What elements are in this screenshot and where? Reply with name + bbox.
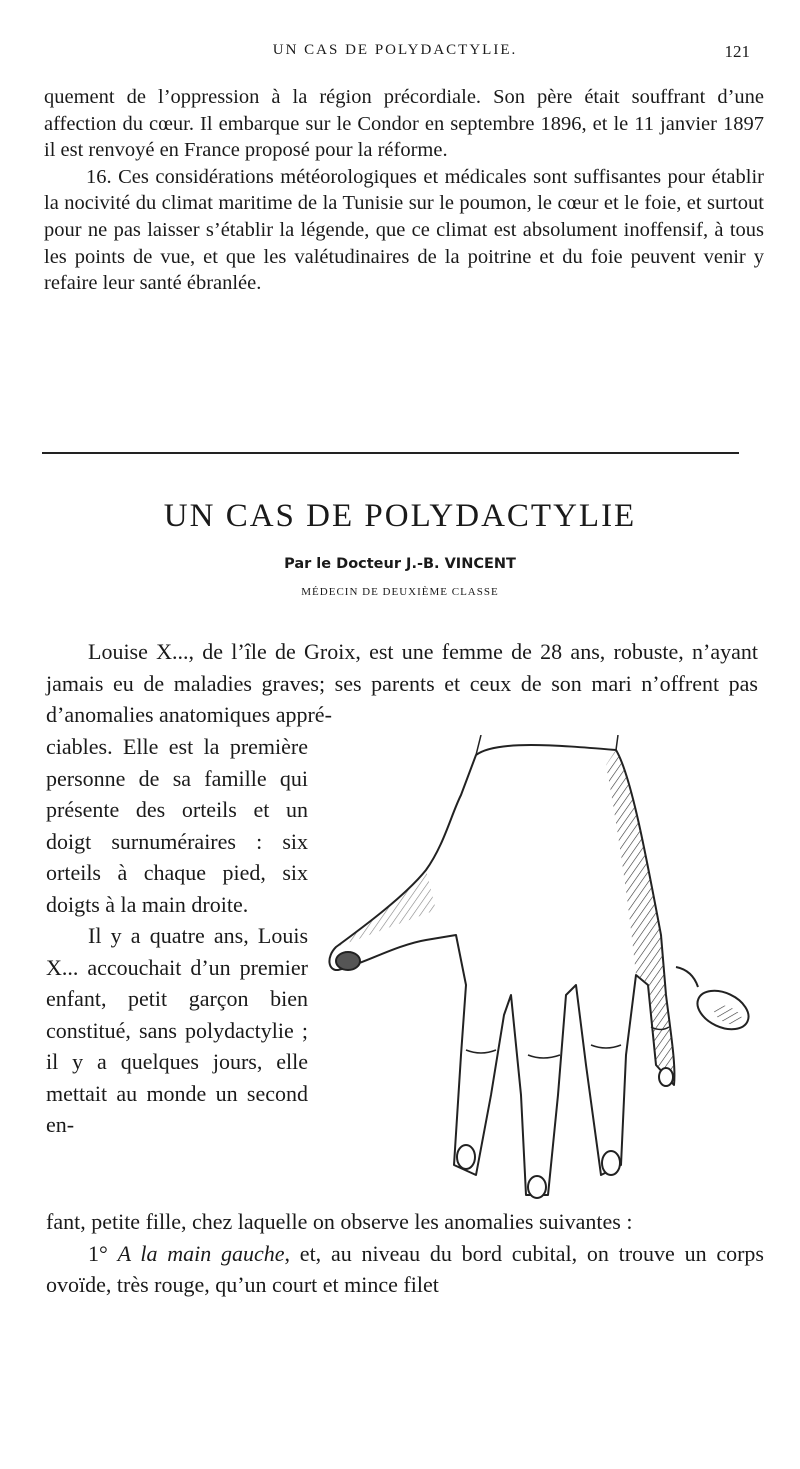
article-title: UN CAS DE POLYDACTYLIE xyxy=(163,498,637,534)
running-head xyxy=(40,42,750,72)
item-number: 1° xyxy=(88,1240,108,1266)
wrapped-text-column xyxy=(46,731,308,1141)
hand-with-supernumerary-finger-icon xyxy=(329,735,754,1198)
page-number: 121 xyxy=(724,42,750,61)
wrap-paragraph-2: Il y a quatre ans, Louis X... accouchait d’un premier enfant, petit garçon bien constitué, sans polydactylie ; il y a quelques jours, elle mettait au monde un second en- xyxy=(46,923,308,1137)
article-intro xyxy=(46,636,758,731)
byline xyxy=(0,556,800,572)
intro-paragraph: Louise X..., de l’île de Groix, est une femme de 28 ans, robuste, n’ayant jamais eu de maladies graves; ses parents et ceux de son mari n’offrent pas d’anomalies anatomiques appré- xyxy=(46,639,758,727)
section-divider xyxy=(42,452,739,454)
item-text: , et, au niveau du bord cubital, on trouve un corps ovoïde, très rouge, qu’un court et mince filet xyxy=(46,1240,764,1297)
item-italic-heading: A la main gauche xyxy=(117,1240,285,1266)
hand-illustration xyxy=(326,735,756,1205)
byline-prefix: Par le Docteur xyxy=(284,556,401,572)
bottom-paragraph-1: fant, petite fille, chez laquelle on observe les anomalies suivantes : xyxy=(46,1209,633,1234)
list-item-1 xyxy=(46,1238,764,1301)
paragraph-continuation: quement de l’oppression à la région précordiale. Son père était souffrant d’une affection du cœur. Il embarque sur le Condor en septembre 1896, et le 11 janvier 1897 il est renvoyé en France proposé pour la réforme. xyxy=(44,86,764,162)
article-continuation xyxy=(46,1206,764,1301)
author-rank: MÉDECIN DE DEUXIÈME CLASSE xyxy=(301,586,499,598)
running-head-title: UN CAS DE POLYDACTYLIE. xyxy=(272,42,518,58)
paragraph-16: 16. Ces considérations météorologiques et médicales sont suffisantes pour établir la nocivité du climat maritime de la Tunisie sur le poumon, le cœur et le foie, et surtout pour ne pas laisser s’établir la légende, que ce climat est absolument inoffensif, à tous les points de vue, et que les valétudinaires de la poitrine et du foie peuvent venir y refaire leur santé ébranlée. xyxy=(44,165,764,295)
wrap-paragraph-1: ciables. Elle est la première personne de sa famille qui présente des orteils et un doigt surnuméraires : six orteils à chaque pied, six doigts à la main droite. xyxy=(46,734,308,917)
author-name: J.-B. VINCENT xyxy=(406,556,516,572)
previous-article-text xyxy=(44,84,764,297)
